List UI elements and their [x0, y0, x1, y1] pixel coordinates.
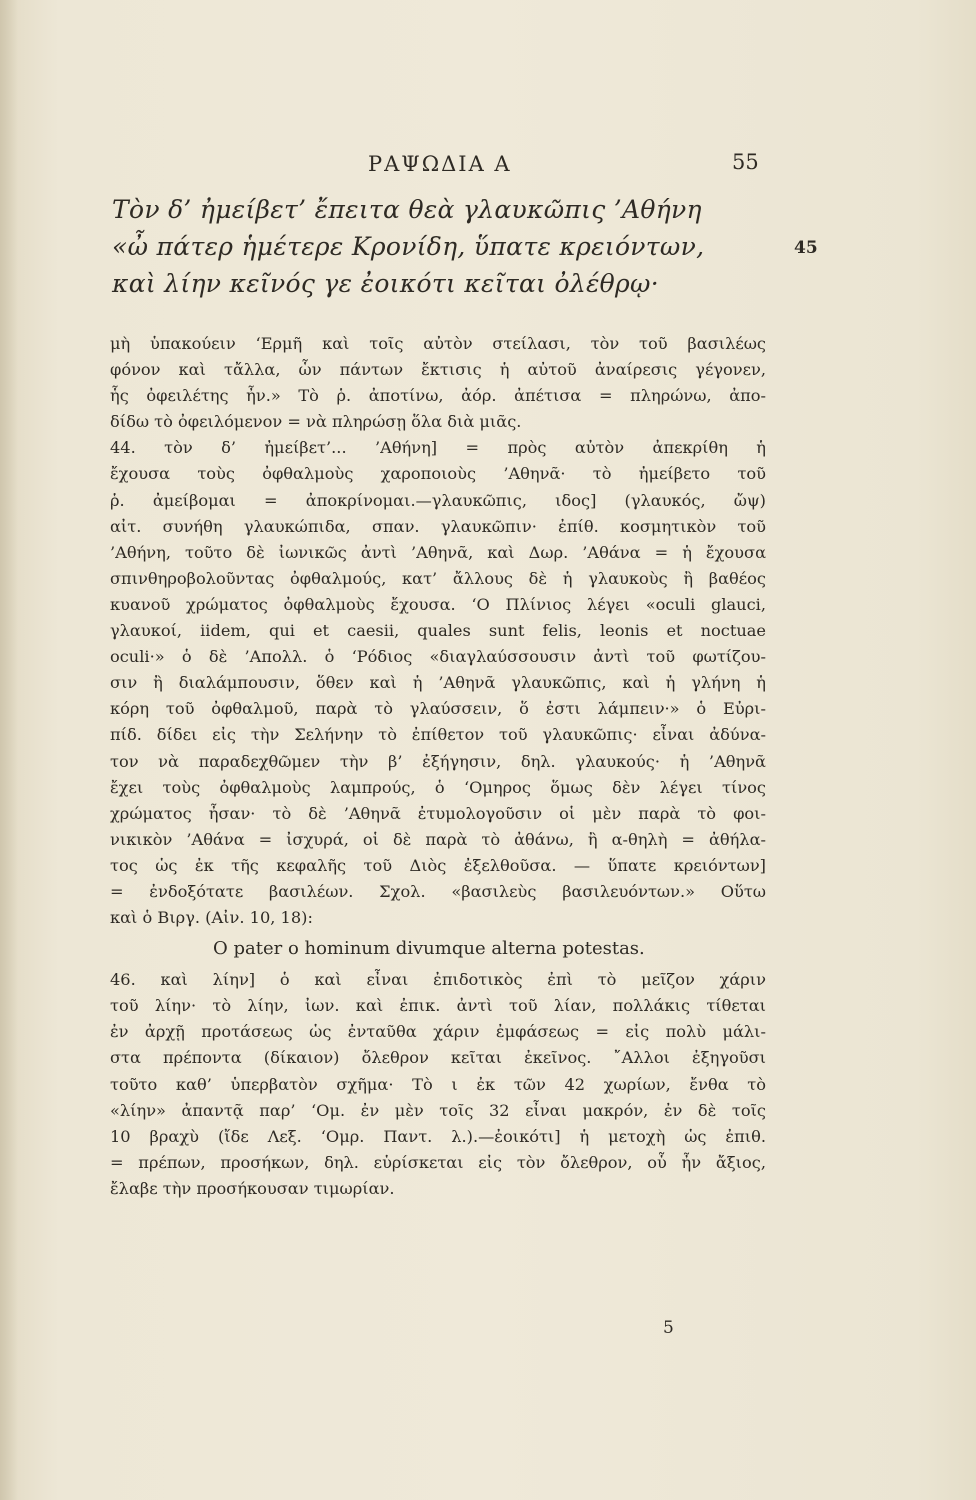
commentary-line: δίδω τὸ ὀφειλόμενον = νὰ πληρώσῃ ὅλα διὰ μιᾶς. [110, 412, 522, 432]
commentary-line: oculi·» ὁ δὲ ’Απολλ. ὁ ‘Ρόδιος «διαγλαύσσουσιν ἀντὶ τοῦ φωτίζου- [110, 647, 766, 667]
commentary-line: 46. καὶ λίην] ὁ καὶ εἶναι ἐπιδοτικὸς ἐπὶ τὸ μεῖζον χάριν [110, 970, 766, 990]
signature-mark: 5 [663, 1318, 674, 1338]
commentary-line: ’Αθήνη, τοῦτο δὲ ἰωνικῶς ἀντὶ ’Αθηνᾶ, καὶ Δωρ. ’Αθάνα = ἡ ἔχουσα [110, 542, 766, 562]
commentary-line: σιν ἢ διαλάμπουσιν, ὅθεν καὶ ἡ ’Αθηνᾶ γλαυκῶπις, καὶ ἡ γλήνη ἡ [110, 673, 766, 693]
commentary-line: νικικὸν ’Αθάνα = ἰσχυρά, οἱ δὲ παρὰ τὸ ἀθάνω, ἢ α-θηλὴ = ἀθήλα- [110, 829, 766, 849]
commentary-line: καὶ ὁ Βιργ. (Αἰν. 10, 18): [110, 908, 313, 928]
verse-line: Τὸν δ’ ἠμείβετ’ ἔπειτα θεὰ γλαυκῶπις ’Αθήνη [112, 195, 702, 224]
latin-quotation: O pater o hominum divumque alterna potestas. [213, 938, 645, 960]
page-number: 55 [732, 150, 759, 174]
verse-line: «ὦ πάτερ ἡμέτερε Κρονίδη, ὕπατε κρειόντων, [112, 232, 705, 261]
commentary-line: «λίην» ἀπαντᾷ παρ’ ‘Ομ. ἐν μὲν τοῖς 32 εἶναι μακρόν, ἐν δὲ τοῖς [110, 1100, 766, 1120]
commentary-line: ῥ. ἀμείβομαι = ἀποκρίνομαι.—γλαυκῶπις, ιδος] (γλαυκός, ὤψ) [110, 490, 766, 510]
commentary-line: τοῦτο καθ’ ὑπερβατὸν σχῆμα· Τὸ ι ἐκ τῶν 42 χωρίων, ἔνθα τὸ [110, 1074, 766, 1094]
commentary-line: γλαυκοί, iidem, qui et caesii, quales sunt felis, leonis et noctuae [110, 621, 766, 641]
commentary-line: φόνον καὶ τἄλλα, ὧν πάντων ἔκτισις ἡ αὐτοῦ ἀναίρεσις γέγονεν, [110, 360, 766, 380]
page-spine-shadow [0, 0, 18, 1500]
commentary-line: ἔχει τοὺς ὀφθαλμοὺς λαμπρούς, ὁ ‘Ομηρος ὅμως δὲν λέγει τίνος [110, 777, 766, 797]
commentary-line: σπινθηροβολοῦντας ὀφθαλμούς, κατ’ ἄλλους δὲ ἡ γλαυκοὺς ἢ βαθέος [110, 568, 766, 588]
commentary-line: κυανοῦ χρώματος ὀφθαλμοὺς ἔχουσα. ‘Ο Πλίνιος λέγει «oculi glauci, [110, 594, 766, 614]
commentary-line: ἔχουσα τοὺς ὀφθαλμοὺς χαροποιοὺς ’Αθηνᾶ· τὸ ἠμείβετο τοῦ [110, 464, 766, 484]
commentary-line: κόρη τοῦ ὀφθαλμοῦ, παρὰ τὸ γλαύσσειν, ὅ ἐστι λάμπειν·» ὁ Εὐρι- [110, 699, 766, 719]
commentary-line: = πρέπων, προσήκων, δηλ. εὑρίσκεται εἰς τὸν ὄλεθρον, οὗ ἦν ἄξιος, [110, 1152, 766, 1172]
commentary-block [110, 331, 766, 1202]
verse-line: καὶ λίην κεῖνός γε ἐοικότι κεῖται ὀλέθρῳ· [112, 269, 659, 298]
commentary-line: τοῦ λίην· τὸ λίην, ἰων. καὶ ἐπικ. ἀντὶ τοῦ λίαν, πολλάκις τίθεται [110, 996, 766, 1016]
commentary-line: χρώματος ἦσαν· τὸ δὲ ’Αθηνᾶ ἐτυμολογοῦσιν οἱ μὲν παρὰ τὸ φοι- [110, 803, 766, 823]
commentary-line: αἰτ. συνήθη γλαυκώπιδα, σπαν. γλαυκῶπιν· ἐπίθ. κοσμητικὸν τοῦ [110, 516, 766, 536]
commentary-line: = ἐνδοξότατε βασιλέων. Σχολ. «βασιλεὺς βασιλευόντων.» Οὕτω [110, 881, 766, 901]
commentary-line: ἧς ὀφειλέτης ἦν.» Τὸ ῥ. ἀποτίνω, ἀόρ. ἀπέτισα = πληρώνω, ἀπο- [110, 386, 766, 406]
commentary-line: 44. τὸν δ’ ἠμείβετ’... ’Αθήνη] = πρὸς αὐτὸν ἀπεκρίθη ἡ [110, 438, 766, 458]
commentary-line: ἔλαβε τὴν προσήκουσαν τιμωρίαν. [110, 1178, 395, 1198]
commentary-line: στα πρέποντα (δίκαιον) ὄλεθρον κεῖται ἐκεῖνος. ῎Αλλοι ἐξηγοῦσι [110, 1048, 766, 1068]
commentary-line: μὴ ὑπακούειν ‘Ερμῆ καὶ τοῖς αὐτὸν στείλασι, τὸν τοῦ βασιλέως [110, 334, 766, 353]
commentary-line: τος ὡς ἐκ τῆς κεφαλῆς τοῦ Διὸς ἐξελθοῦσα. — ὕπατε κρειόντων] [110, 855, 766, 875]
verse-line-number: 45 [794, 238, 818, 258]
commentary-line: τον νὰ παραδεχθῶμεν τὴν β’ ἐξήγησιν, δηλ. γλαυκούς· ἡ ’Αθηνᾶ [110, 751, 766, 771]
commentary-line: 10 βραχὺ (ἴδε Λεξ. ‘Ομρ. Παντ. λ.).—ἐοικότι] ἡ μετοχὴ ὡς ἐπιθ. [110, 1126, 766, 1146]
commentary-line: ἐν ἀρχῇ προτάσεως ὡς ἐνταῦθα χάριν ἐμφάσεως = εἰς πολὺ μάλι- [110, 1022, 766, 1042]
commentary-line: πίδ. δίδει εἰς τὴν Σελήνην τὸ ἐπίθετον τοῦ γλαυκῶπις· εἶναι ἀδύνα- [110, 725, 766, 745]
verse-block [112, 191, 752, 302]
running-head-title: ΡΑΨΩΔΙΑ Α [368, 152, 512, 176]
